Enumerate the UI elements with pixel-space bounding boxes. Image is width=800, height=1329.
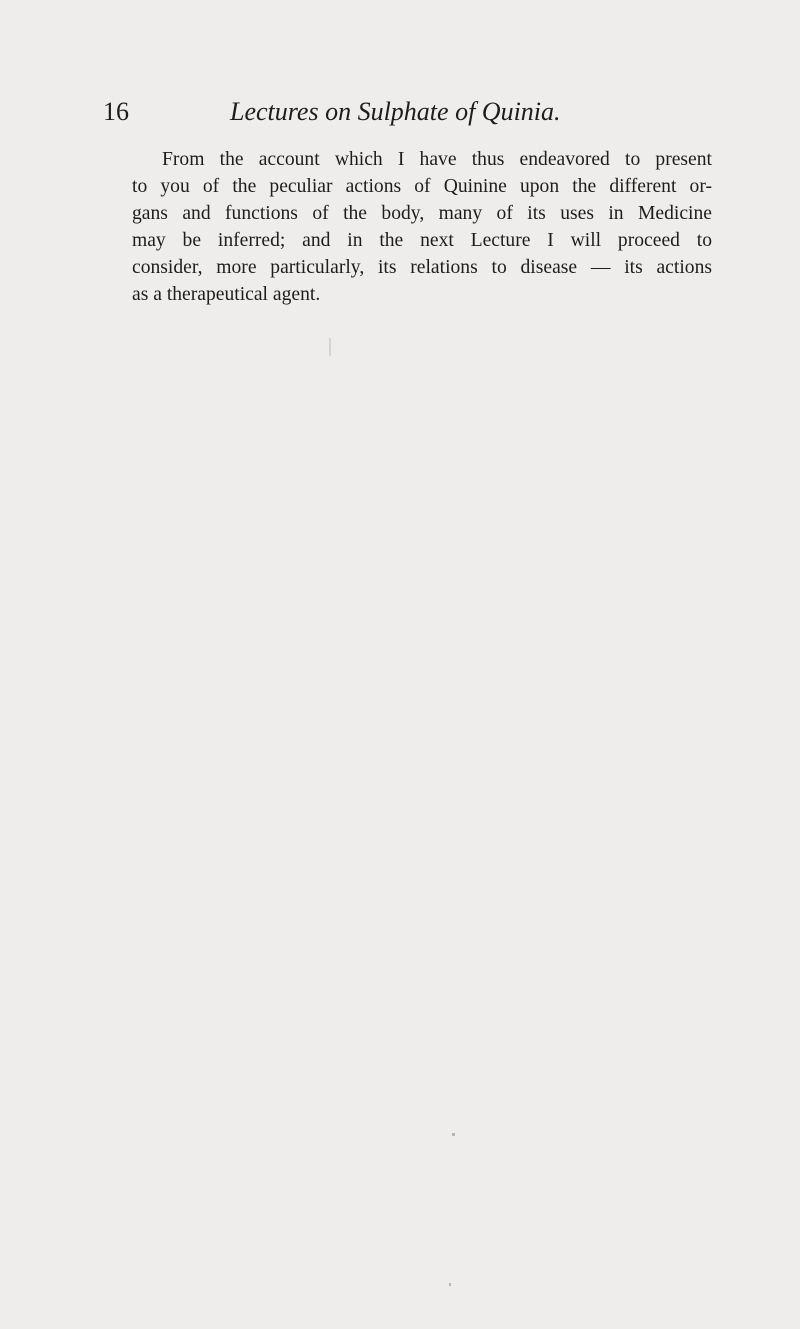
paragraph-line: as a therapeutical agent. [132, 283, 321, 305]
body-paragraph [102, 147, 712, 308]
paragraph-line: From the account which I have thus endeavored to present [162, 149, 712, 170]
paragraph-line: to you of the peculiar actions of Quinine upon the different or- [132, 175, 712, 197]
paragraph-line: gans and functions of the body, many of its uses in Medicine [132, 202, 712, 224]
running-head [103, 92, 603, 132]
paper-speck [452, 1133, 455, 1136]
paragraph-line: may be inferred; and in the next Lecture I will proceed to [132, 229, 712, 251]
running-title: Lectures on Sulphate of Quinia. [230, 97, 561, 126]
paper-speck [449, 1283, 451, 1286]
paragraph-line: consider, more particularly, its relations to disease — its actions [132, 256, 712, 278]
paper-speck [329, 338, 331, 356]
page-number: 16 [103, 97, 129, 126]
